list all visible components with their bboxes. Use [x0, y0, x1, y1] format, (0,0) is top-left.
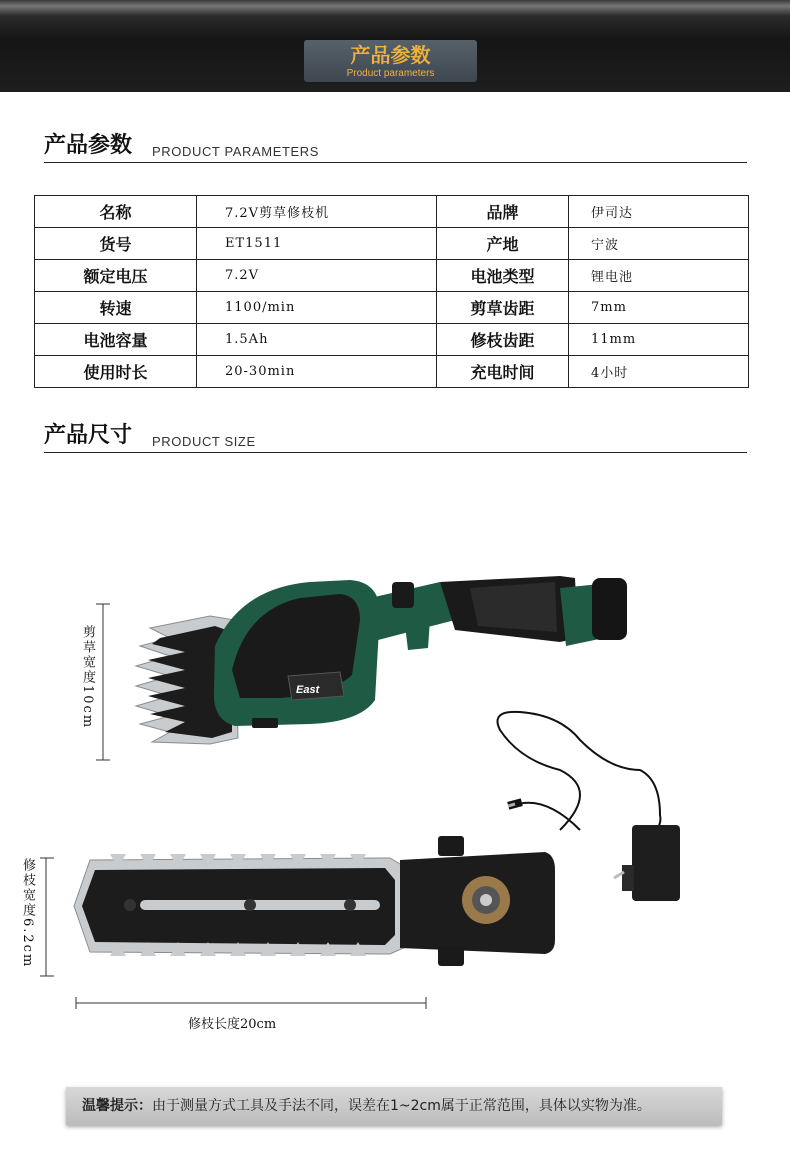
param-value: 1.5Ah	[197, 324, 437, 356]
param-value: 1100/min	[197, 292, 437, 324]
params-heading-en: PRODUCT PARAMETERS	[152, 144, 320, 159]
banner-title: 产品参数	[350, 43, 431, 67]
param-key: 转速	[35, 292, 197, 324]
param-key: 货号	[35, 228, 197, 260]
param-key: 电池类型	[437, 260, 569, 292]
param-value: 7mm	[569, 292, 749, 324]
param-value: 7.2V剪草修枝机	[197, 196, 437, 228]
size-section-heading	[44, 423, 747, 453]
param-key: 名称	[35, 196, 197, 228]
notice-text: 由于测量方式工具及手法不同，误差在1~2cm属于正常范围，具体以实物为准。	[152, 1098, 651, 1114]
param-value: 11mm	[569, 324, 749, 356]
top-banner	[0, 0, 790, 92]
param-value: 锂电池	[569, 260, 749, 292]
banner-subtitle: Product parameters	[346, 68, 435, 79]
trim-width-label: 修枝宽度6.2cm	[20, 858, 35, 969]
params-table	[34, 195, 749, 388]
param-value: 7.2V	[197, 260, 437, 292]
param-value: ET1511	[197, 228, 437, 260]
params-row	[35, 260, 749, 292]
brand-logo-text: East	[296, 684, 320, 696]
param-key: 修枝齿距	[437, 324, 569, 356]
notice-label: 温馨提示：	[82, 1098, 152, 1114]
params-section-heading	[44, 133, 747, 163]
params-row	[35, 324, 749, 356]
param-value: 20-30min	[197, 356, 437, 388]
grass-width-dimension-line	[96, 604, 110, 760]
size-heading-en: PRODUCT SIZE	[152, 434, 256, 449]
grass-width-label: 剪草宽度10cm	[80, 625, 95, 730]
params-heading-zh: 产品参数	[44, 133, 133, 158]
banner-badge	[304, 40, 477, 82]
param-key: 额定电压	[35, 260, 197, 292]
params-row	[35, 356, 749, 388]
param-key: 充电时间	[437, 356, 569, 388]
param-key: 电池容量	[35, 324, 197, 356]
trim-width-dimension-line	[40, 858, 54, 976]
param-value: 宁波	[569, 228, 749, 260]
trimmer-body	[214, 576, 627, 728]
product-drawing	[0, 470, 790, 1070]
size-heading-zh: 产品尺寸	[44, 423, 133, 448]
param-key: 品牌	[437, 196, 569, 228]
param-value: 4小时	[569, 356, 749, 388]
trim-length-dimension-line	[76, 997, 426, 1009]
param-key: 产地	[437, 228, 569, 260]
hedge-trimmer-blade-icon	[74, 836, 555, 966]
notice-bar	[66, 1087, 722, 1125]
param-value: 伊司达	[569, 196, 749, 228]
params-row	[35, 228, 749, 260]
params-row	[35, 196, 749, 228]
params-row	[35, 292, 749, 324]
trim-length-label: 修枝长度20cm	[188, 1017, 277, 1032]
product-illustration	[0, 470, 790, 1070]
param-key: 剪草齿距	[437, 292, 569, 324]
param-key: 使用时长	[35, 356, 197, 388]
